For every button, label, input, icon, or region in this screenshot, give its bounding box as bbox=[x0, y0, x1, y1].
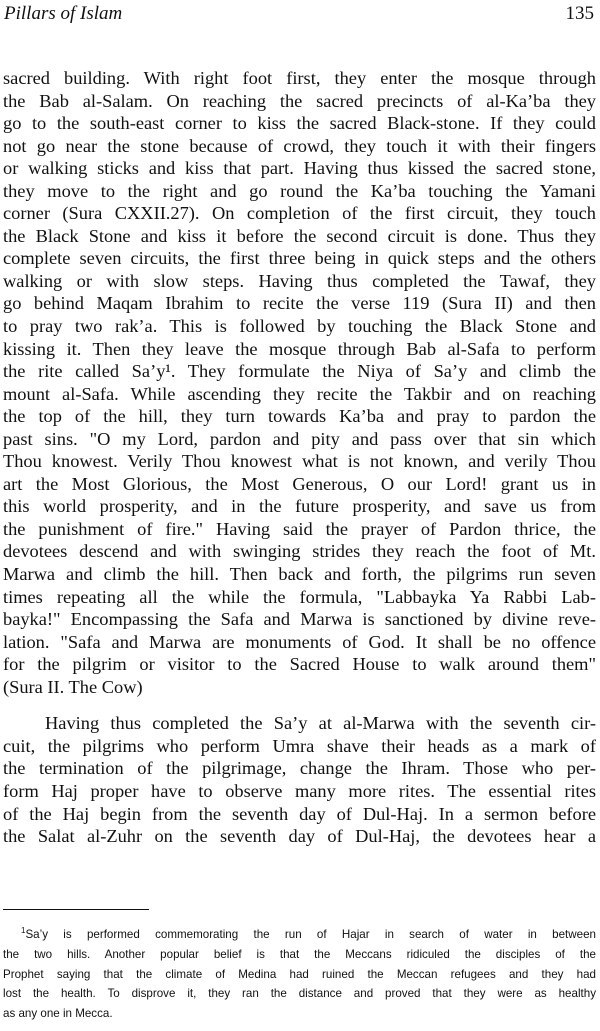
text-line: not go near the stone because of crowd, they touch it with their fingers bbox=[3, 135, 596, 156]
text-line: devotees descend and with swinging strides they reach the foot of Mt. bbox=[3, 541, 596, 562]
footnote-line: as any one in Mecca. bbox=[3, 1007, 113, 1021]
text-line: form Haj proper have to observe many more rites. The essential rites bbox=[3, 780, 596, 801]
body-text bbox=[3, 67, 596, 848]
footnote-divider bbox=[3, 909, 149, 910]
footnote-marker: 1 bbox=[21, 926, 26, 936]
footnote-line bbox=[3, 925, 596, 945]
text-line: for the pilgrim or visitor to the Sacred House to walk around them" bbox=[3, 654, 596, 675]
footnote-line: lost the health. To disprove it, they ran the distance and proved that they were as healthy bbox=[3, 987, 596, 1001]
paragraph-gap bbox=[3, 698, 596, 712]
paragraph-1 bbox=[3, 67, 596, 698]
text-line: go behind Maqam Ibrahim to recite the verse 119 (Sura II) and then bbox=[3, 293, 596, 314]
text-line: or walking sticks and kiss that part. Having thus kissed the sacred stone, bbox=[3, 158, 596, 179]
text-line: of the Haj begin from the seventh day of Dul-Haj. In a sermon before bbox=[3, 803, 596, 824]
text-line: the top of the hill, they turn towards Ka’ba and pray to pardon the bbox=[3, 406, 596, 427]
text-line: art the Most Glorious, the Most Generous, O our Lord! grant us in bbox=[3, 473, 596, 494]
text-line: Marwa and climb the hill. Then back and forth, the pilgrims run seven bbox=[3, 564, 596, 585]
text-line: this world prosperity, and in the future prosperity, and save us from bbox=[3, 496, 596, 517]
text-line: the Bab al-Salam. On reaching the sacred precincts of al-Ka’ba they bbox=[3, 90, 596, 111]
text-line: walking or with slow steps. Having thus completed the Tawaf, they bbox=[3, 270, 596, 291]
footnote-text: Sa’y is performed commemorating the run of Hajar in search of water in between bbox=[25, 928, 596, 941]
footnote bbox=[3, 925, 596, 1024]
text-line: the termination of the pilgrimage, change the Ihram. Those who per- bbox=[3, 758, 596, 779]
text-line: the rite called Sa’y¹. They formulate the Niya of Sa’y and climb the bbox=[3, 361, 596, 382]
text-line: the Salat al-Zuhr on the seventh day of Dul-Haj, the devotees hear a bbox=[3, 826, 596, 847]
running-title: Pillars of Islam bbox=[4, 3, 123, 24]
text-line: lation. "Safa and Marwa are monuments of God. It shall be no offence bbox=[3, 631, 596, 652]
text-line: corner (Sura CXXII.27). On completion of the first circuit, they touch bbox=[3, 203, 596, 224]
text-line: (Sura II. The Cow) bbox=[3, 676, 143, 697]
text-line: cuit, the pilgrims who perform Umra shave their heads as a mark of bbox=[3, 735, 596, 756]
text-line: complete seven circuits, the first three being in quick steps and the others bbox=[3, 248, 596, 269]
text-line: the Black Stone and kiss it before the second circuit is done. Thus they bbox=[3, 225, 596, 246]
text-line: Thou knowest. Verily Thou knowest what is not known, and verily Thou bbox=[3, 451, 596, 472]
text-line: bayka!" Encompassing the Safa and Marwa is sanctioned by divine reve- bbox=[3, 609, 596, 630]
text-line: they move to the right and go round the Ka’ba touching the Yamani bbox=[3, 180, 596, 201]
text-line: kissing it. Then they leave the mosque through Bab al-Safa to perform bbox=[3, 338, 596, 359]
page-number: 135 bbox=[565, 3, 594, 24]
text-line: to pray two rak’a. This is followed by touching the Black Stone and bbox=[3, 316, 596, 337]
footnote-line: the two hills. Another popular belief is that the Meccans ridiculed the disciples of the bbox=[3, 947, 596, 961]
paragraph-2 bbox=[3, 712, 596, 847]
text-line: Having thus completed the Sa’y at al-Marwa with the seventh cir- bbox=[45, 713, 596, 734]
text-line: mount al-Safa. While ascending they recite the Takbir and on reaching bbox=[3, 383, 596, 404]
text-line: the punishment of fire." Having said the prayer of Pardon thrice, the bbox=[3, 518, 596, 539]
text-line: go to the south-east corner to kiss the sacred Black-stone. If they could bbox=[3, 113, 596, 134]
text-line: times repeating all the while the formula, "Labbayka Ya Rabbi Lab- bbox=[3, 586, 596, 607]
text-line: past sins. "O my Lord, pardon and pity and pass over that sin which bbox=[3, 428, 596, 449]
footnote-line: Prophet saying that the climate of Medina had ruined the Meccan refugees and they had bbox=[3, 967, 596, 981]
text-line: sacred building. With right foot first, they enter the mosque through bbox=[3, 68, 596, 88]
page-header bbox=[0, 0, 600, 30]
